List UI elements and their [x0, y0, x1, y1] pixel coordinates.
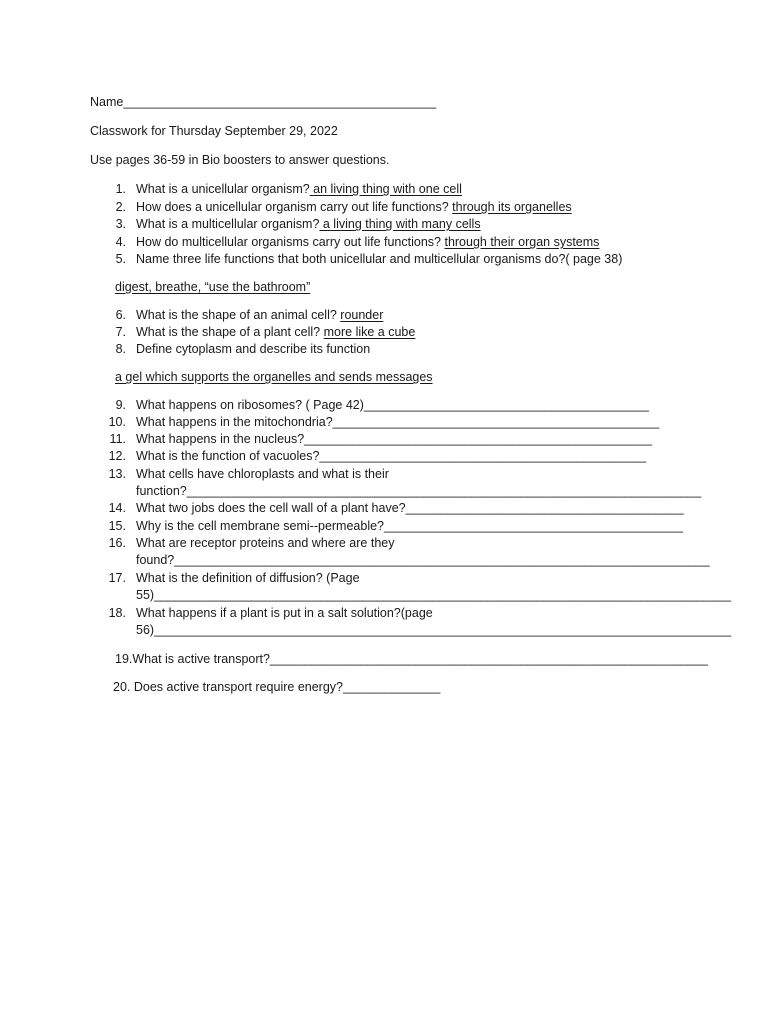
question-13: What cells have chloroplasts and what is their — [136, 467, 389, 481]
question-19: 19.What is active transport?_______________________________________________________________ — [115, 652, 708, 666]
handwritten-answer: a living thing with many cells — [319, 217, 481, 231]
question-text: What is the shape of a plant cell? — [136, 325, 324, 339]
question-number: 3. — [115, 217, 126, 231]
question-number: 5. — [115, 252, 126, 266]
question-18: What happens if a plant is put in a salt solution?(page — [136, 606, 433, 620]
question-number: 14. — [108, 501, 126, 515]
answer-8: a gel which supports the organelles and sends messages — [115, 370, 433, 384]
name-line: Name_____________________________________________ — [90, 95, 437, 109]
question-number: 11. — [109, 432, 126, 446]
question-14: What two jobs does the cell wall of a plant have?________________________________________ — [136, 501, 684, 515]
question-number: 13. — [108, 467, 126, 481]
question-1 — [136, 181, 462, 197]
question-16-continued: found?_____________________________________________________________________________ — [136, 553, 710, 567]
handwritten-answer: an living thing with one cell — [309, 182, 462, 196]
question-number: 17. — [108, 571, 126, 585]
question-20: 20. Does active transport require energy?______________ — [113, 680, 441, 694]
instructions: Use pages 36-59 in Bio boosters to answer questions. — [90, 153, 390, 167]
answer-5: digest, breathe, “use the bathroom” — [115, 280, 311, 294]
question-text: What is a unicellular organism? — [136, 182, 310, 196]
question-9: What happens on ribosomes? ( Page 42)_________________________________________ — [136, 398, 649, 412]
question-number: 15. — [108, 519, 126, 533]
question-text: What is a multicellular organism? — [136, 217, 320, 231]
question-number: 1. — [115, 182, 126, 196]
question-number: 6. — [115, 308, 126, 322]
question-11: What happens in the nucleus?__________________________________________________ — [136, 432, 652, 446]
question-number: 9. — [115, 398, 126, 412]
question-8: Define cytoplasm and describe its function — [136, 342, 371, 356]
question-17: What is the definition of diffusion? (Page — [136, 571, 360, 585]
question-number: 10. — [108, 415, 126, 429]
handwritten-answer: through their organ systems — [444, 235, 600, 249]
question-number: 16. — [108, 536, 126, 550]
classwork-title: Classwork for Thursday September 29, 2022 — [90, 124, 338, 138]
question-4 — [136, 234, 599, 250]
question-12: What is the function of vacuoles?_______________________________________________ — [136, 449, 647, 463]
question-18-continued: 56)___________________________________________________________________________________ — [136, 623, 732, 637]
question-number: 12. — [108, 449, 126, 463]
question-13-continued: function?__________________________________________________________________________ — [136, 484, 702, 498]
question-15: Why is the cell membrane semi--permeable?___________________________________________ — [136, 519, 683, 533]
question-text: What is the shape of an animal cell? — [136, 308, 341, 322]
handwritten-answer: rounder — [340, 308, 384, 322]
question-17-continued: 55)___________________________________________________________________________________ — [136, 588, 732, 602]
question-2 — [136, 199, 572, 215]
question-3 — [136, 216, 481, 232]
handwritten-answer: more like a cube — [323, 325, 416, 339]
question-number: 18. — [108, 606, 126, 620]
handwritten-answer: through its organelles — [452, 200, 572, 214]
question-16: What are receptor proteins and where are they — [136, 536, 395, 550]
question-number: 8. — [115, 342, 126, 356]
question-10: What happens in the mitochondria?_______________________________________________ — [136, 415, 660, 429]
question-7 — [136, 324, 415, 340]
question-number: 4. — [115, 235, 126, 249]
question-text: How does a unicellular organism carry out life functions? — [136, 200, 453, 214]
question-number: 2. — [115, 200, 126, 214]
question-number: 7. — [115, 325, 126, 339]
question-6 — [136, 307, 383, 323]
question-text: How do multicellular organisms carry out life functions? — [136, 235, 445, 249]
question-5: Name three life functions that both unicellular and multicellular organisms do?( page 38) — [136, 252, 623, 266]
